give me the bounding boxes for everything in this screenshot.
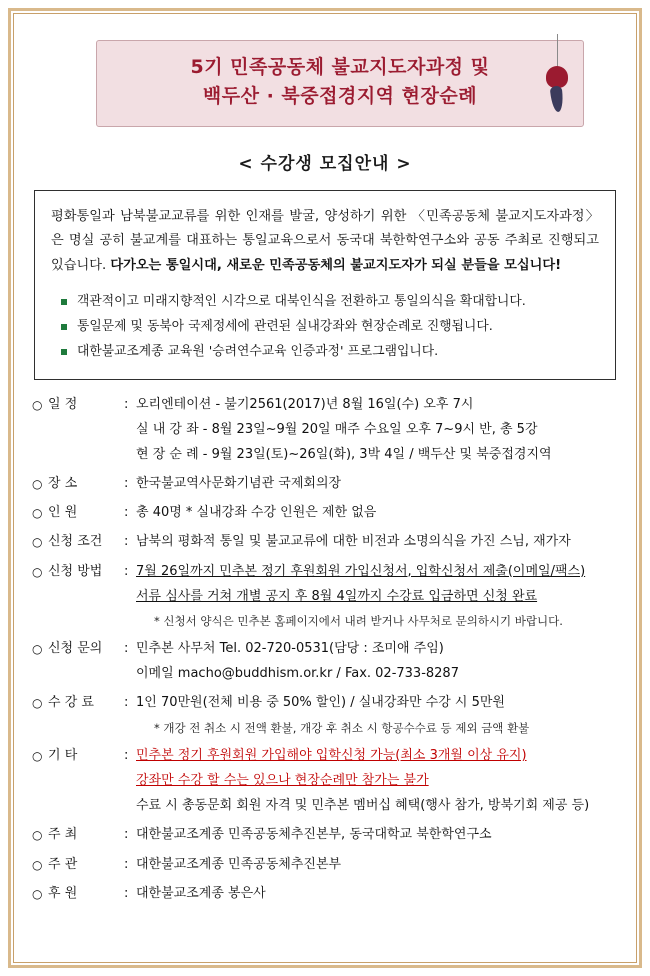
row-value: 대한불교조계종 봉은사: [136, 885, 266, 901]
row-label: 신청 방법: [48, 563, 103, 579]
row-label: 신청 문의: [48, 641, 103, 657]
row-label: 일 정: [48, 397, 78, 412]
row-colon: :: [124, 534, 129, 550]
bullet-text-1: 객관적이고 미래지향적인 시각으로 대북인식을 전환하고 통일의식을 확대합니다.: [77, 294, 526, 310]
row-marker: ○: [32, 506, 43, 521]
detail-row-organizer: [32, 854, 620, 876]
title-banner: [96, 40, 584, 127]
row-colon: :: [124, 641, 129, 657]
detail-row-host: [32, 824, 620, 846]
detail-row-contact: [32, 638, 620, 660]
row-subline-note: * 신청서 양식은 민추본 홈페이지에서 내려 받거나 사무처로 문의하시기 바랍니다.: [154, 613, 563, 628]
row-marker: ○: [32, 535, 43, 550]
row-value: 한국불교역사문화기념관 국제회의장: [136, 476, 342, 492]
bell-string: [557, 34, 558, 68]
bell-ornament-icon: [538, 34, 578, 134]
row-colon: :: [124, 563, 129, 579]
intro-paragraph: [51, 205, 599, 278]
row-value: 대한불교조계종 민족공동체추진본부, 동국대학교 북한학연구소: [136, 827, 492, 843]
row-label: 기 타: [48, 748, 78, 764]
row-marker: ○: [32, 749, 43, 764]
row-value: 민추본 정기 후원회원 가입해야 입학신청 가능(최소 3개월 이상 유지): [136, 748, 527, 764]
detail-list: [32, 394, 620, 905]
bullet-text-2: 통일문제 및 동북아 국제정세에 관련된 실내강좌와 현장순례로 진행됩니다.: [77, 319, 493, 335]
intro-bullet-list: [61, 290, 599, 365]
intro-paragraph-part2: 다가오는 통일시대, 새로운 민족공동체의 불교지도자가 되실 분들을 모십니다!: [110, 257, 562, 273]
detail-row-capacity: [32, 502, 620, 524]
row-subline: 실 내 강 좌 - 8월 23일~9월 20일 매주 수요일 오후 7~9시 반, 총 5강: [136, 422, 538, 438]
row-value: 오리엔테이션 - 불기2561(2017)년 8월 16일(수) 오후 7시: [136, 397, 474, 412]
row-colon: :: [124, 476, 129, 492]
row-marker: ○: [32, 886, 43, 901]
row-label: 인 원: [48, 505, 78, 521]
bell-tail: [550, 85, 565, 112]
detail-row-application-method: [32, 561, 620, 583]
row-subline-note: * 개강 전 취소 시 전액 환불, 개강 후 취소 시 항공수수료 등 제외 금액 환불: [154, 720, 530, 735]
row-label: 주 최: [48, 827, 78, 843]
row-subline: 강좌만 수강 할 수는 있으나 현장순례만 참가는 불가: [136, 773, 429, 789]
row-marker: ○: [32, 398, 43, 412]
row-label: 후 원: [48, 885, 78, 901]
row-marker: ○: [32, 564, 43, 579]
row-colon: :: [124, 856, 129, 872]
row-subline-email: 이메일 macho@buddhism.or.kr / Fax. 02-733-8287: [136, 666, 459, 682]
row-colon: :: [124, 397, 129, 412]
row-value: 1인 70만원(전체 비용 중 50% 할인) / 실내강좌만 수강 시 5만원: [136, 695, 505, 711]
row-value: 총 40명 * 실내강좌 수강 인원은 제한 없음: [136, 505, 377, 521]
row-value: 남북의 평화적 통일 및 불교교류에 대한 비전과 소명의식을 가진 스님, 재가자: [136, 534, 571, 550]
row-label: 장 소: [48, 476, 78, 492]
detail-row-schedule: [32, 394, 620, 416]
list-item: [61, 290, 599, 315]
detail-row-other: [32, 745, 620, 767]
row-subline: 현 장 순 례 - 9월 23일(토)~26일(화), 3박 4일 / 백두산 및 북중접경지역: [136, 447, 552, 463]
bell-body: [546, 66, 568, 88]
title-line-1: 5기 민족공동체 불교지도자과정 및: [190, 56, 490, 78]
row-subline: 수료 시 총동문회 회원 자격 및 민추본 멤버십 혜택(행사 참가, 방북기회 제공 등): [136, 798, 590, 814]
detail-row-venue: [32, 473, 620, 495]
detail-row-sponsor: [32, 883, 620, 905]
row-colon: :: [124, 695, 129, 711]
detail-row-fee: [32, 692, 620, 714]
row-marker: ○: [32, 642, 43, 657]
row-value: 대한불교조계종 민족공동체추진본부: [136, 856, 342, 872]
row-colon: :: [124, 748, 129, 764]
detail-row-eligibility: [32, 531, 620, 553]
row-label: 주 관: [48, 856, 78, 872]
row-label: 수 강 료: [48, 695, 94, 711]
row-colon: :: [124, 885, 129, 901]
row-value: 7월 26일까지 민추본 정기 후원회원 가입신청서, 입학신청서 제출(이메일/팩스): [136, 563, 586, 579]
intro-box: [34, 190, 616, 380]
row-marker: ○: [32, 857, 43, 872]
row-marker: ○: [32, 696, 43, 711]
intro-paragraph-part1: 평화통일과 남북불교교류를 위한 인재를 발굴, 양성하기 위한 〈민족공동체 불교지도자과정〉은 명실 공히 불교계를 대표하는 통일교육으로서 동국대 북한학연구소와 공동 주최로 진행되고 있습니다.: [51, 208, 599, 273]
row-label: 신청 조건: [48, 534, 103, 550]
row-colon: :: [124, 505, 129, 521]
list-item: [61, 340, 599, 365]
row-subline: 서류 심사를 거쳐 개별 공지 후 8월 4일까지 수강료 입금하면 신청 완료: [136, 588, 538, 604]
row-value: 민추본 사무처 Tel. 02-720-0531(담당 : 조미애 주임): [136, 641, 444, 657]
poster-subtitle: < 수강생 모집안내 >: [238, 153, 412, 174]
row-colon: :: [124, 827, 129, 843]
list-item: [61, 315, 599, 340]
title-line-2: 백두산 · 북중접경지역 현장순례: [202, 85, 478, 108]
poster-content: [26, 22, 624, 956]
row-marker: ○: [32, 828, 43, 843]
bullet-text-3: 대한불교조계종 교육원 '승려연수교육 인증과정' 프로그램입니다.: [77, 344, 439, 360]
row-marker: ○: [32, 477, 43, 492]
